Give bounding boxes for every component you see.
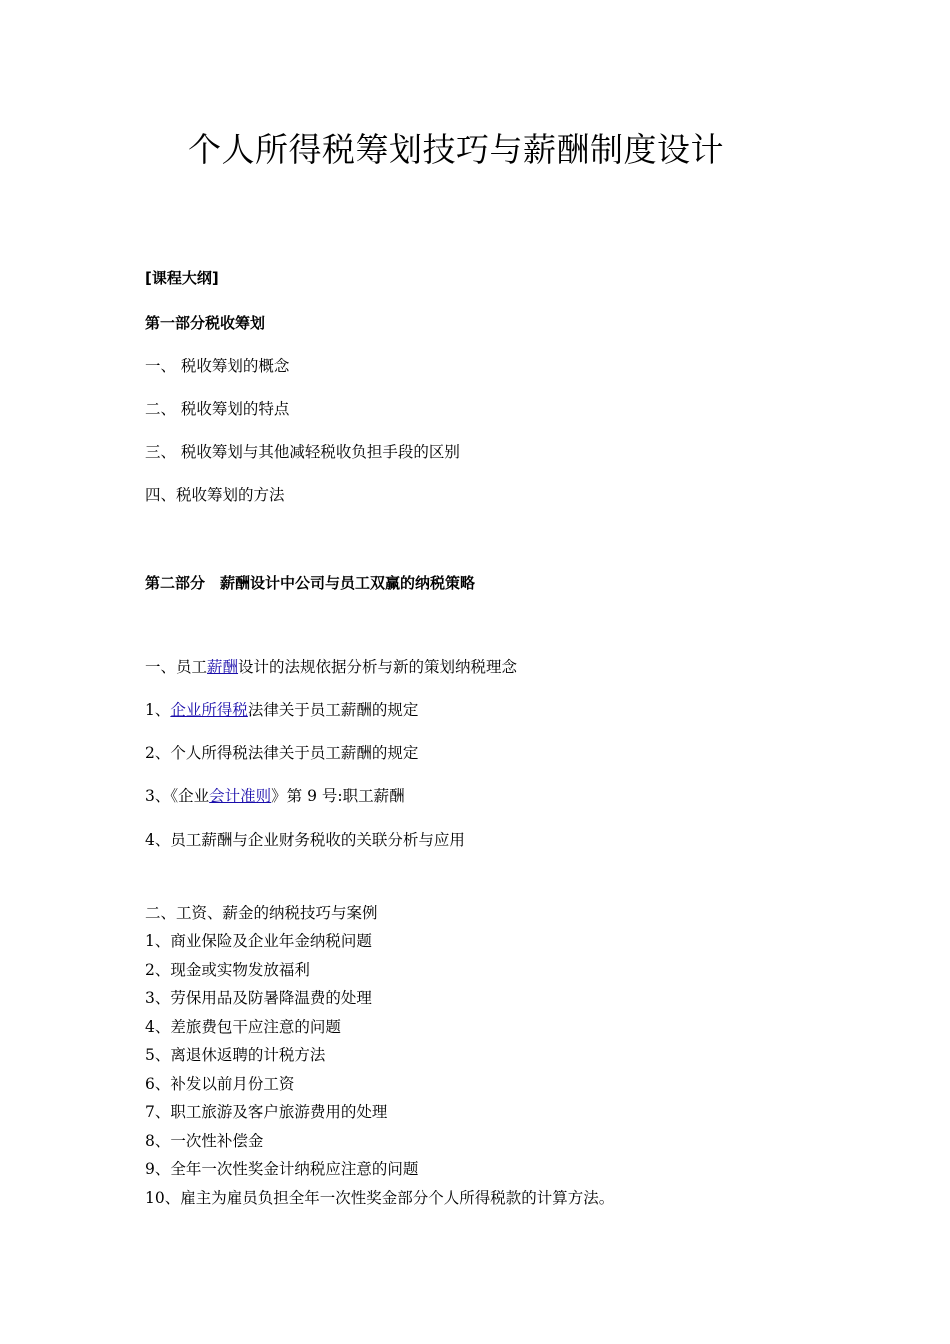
section2-item: 6、补发以前月份工资: [145, 1075, 295, 1093]
section1-item-2: 2、个人所得税法律关于员工薪酬的规定: [145, 744, 419, 762]
section1-heading-suffix: 设计的法规依据分析与新的策划纳税理念: [238, 658, 518, 676]
section2-item: 2、现金或实物发放福利: [145, 961, 310, 979]
salary-link[interactable]: 薪酬: [207, 658, 239, 676]
section1-item-3: [145, 785, 405, 807]
part1-item: 四、税收筹划的方法: [145, 486, 285, 504]
section2-item: 5、离退休返聘的计税方法: [145, 1046, 326, 1064]
section1-item-1-suffix: 法律关于员工薪酬的规定: [247, 701, 419, 719]
outline-heading: [课程大纲]: [145, 269, 219, 287]
document-title: 个人所得税筹划技巧与薪酬制度设计: [188, 130, 724, 169]
section2-item: 4、差旅费包干应注意的问题: [145, 1018, 341, 1036]
part1-item: 三、 税收筹划与其他减轻税收负担手段的区别: [145, 443, 460, 461]
section1-item-3-suffix: 》第 9 号:职工薪酬: [271, 787, 405, 805]
section1-heading: [145, 656, 517, 678]
section2-item: 7、职工旅游及客户旅游费用的处理: [145, 1103, 388, 1121]
part1-heading: 第一部分税收筹划: [145, 314, 266, 332]
section1-item-1: [145, 699, 418, 721]
section1-item-1-prefix: 1、: [145, 701, 171, 719]
section1-heading-prefix: 一、员工: [145, 658, 208, 676]
section2-item: 3、劳保用品及防暑降温费的处理: [145, 989, 372, 1007]
section2-item: 10、雇主为雇员负担全年一次性奖金部分个人所得税款的计算方法。: [145, 1189, 615, 1207]
enterprise-income-tax-link[interactable]: 企业所得税: [170, 701, 248, 719]
section1-item-3-prefix: 3、《企业: [145, 787, 210, 805]
part2-heading: 第二部分 薪酬设计中公司与员工双赢的纳税策略: [145, 574, 476, 592]
section1-item-4: 4、员工薪酬与企业财务税收的关联分析与应用: [145, 831, 465, 849]
section2-item: 8、一次性补偿金: [145, 1132, 264, 1150]
section2-heading: 二、工资、薪金的纳税技巧与案例: [145, 904, 378, 922]
part1-item: 二、 税收筹划的特点: [145, 400, 290, 418]
part1-item: 一、 税收筹划的概念: [145, 357, 290, 375]
section2-item: 9、全年一次性奖金计纳税应注意的问题: [145, 1160, 419, 1178]
accounting-standards-link[interactable]: 会计准则: [209, 787, 272, 805]
section2-item: 1、商业保险及企业年金纳税问题: [145, 932, 372, 950]
